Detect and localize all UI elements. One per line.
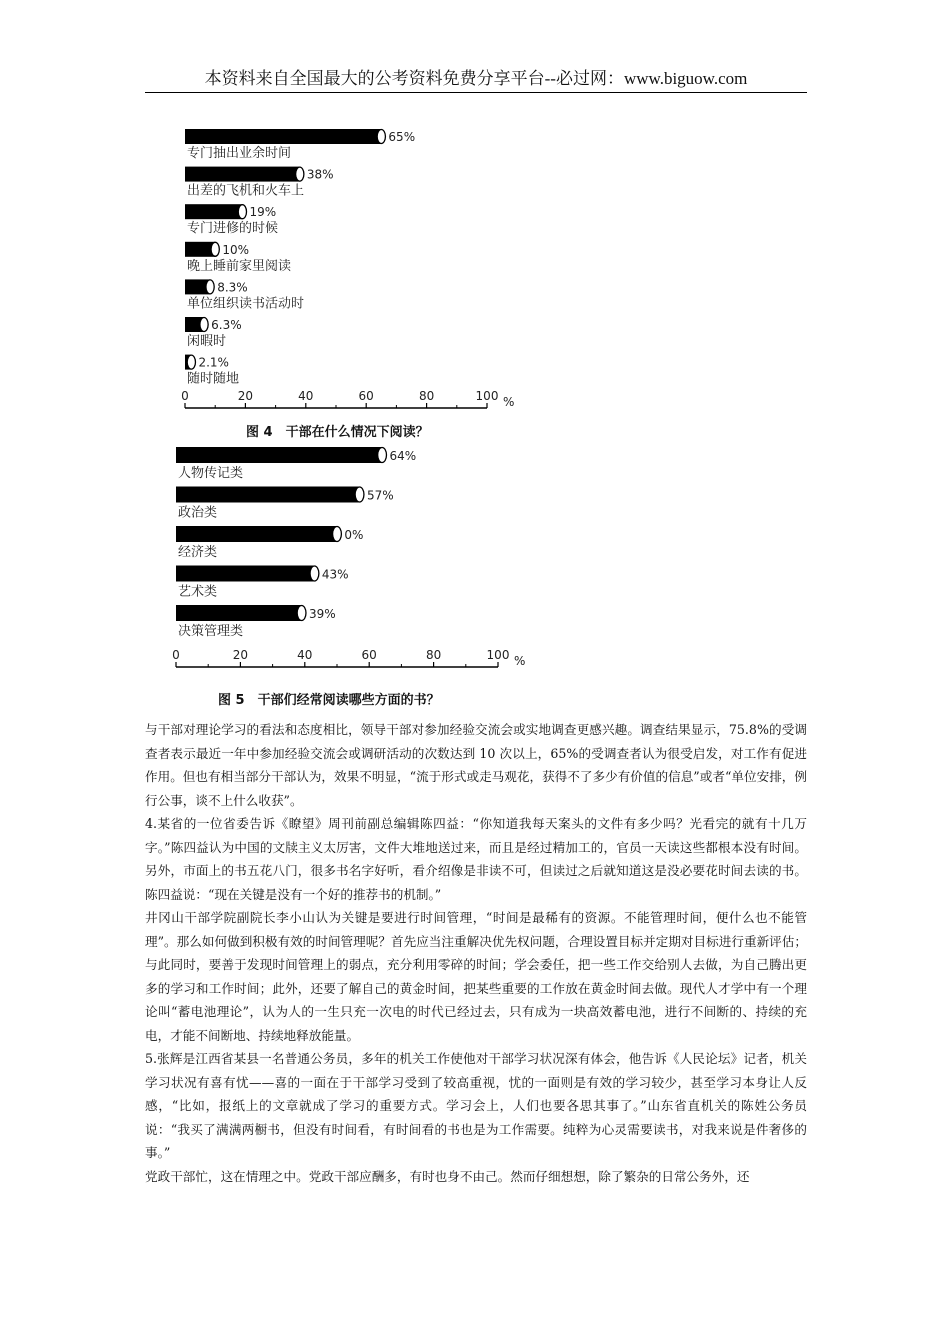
paragraph: 党政干部忙，这在情理之中。党政干部应酬多，有时也身不由己。然而仔细想想，除了繁杂的日常公务外，还 xyxy=(145,1168,750,1184)
bar xyxy=(185,129,381,144)
x-tick-label: 0 xyxy=(172,648,180,662)
value-label: 57% xyxy=(366,488,394,503)
category-label: 经济类 xyxy=(178,545,218,560)
value-label: 8.3% xyxy=(217,280,248,295)
x-tick-label: 60 xyxy=(361,648,377,662)
x-tick-label: 100 xyxy=(475,389,499,403)
value-label: 19% xyxy=(249,205,277,220)
x-tick-label: 60 xyxy=(358,389,374,403)
bar-cap xyxy=(206,280,214,294)
bar-cap xyxy=(200,318,208,332)
bar xyxy=(185,167,300,182)
category-label: 单位组织读书活动时 xyxy=(187,296,305,312)
value-label: 2.1% xyxy=(198,355,229,370)
bar-cap xyxy=(238,205,246,219)
bar xyxy=(176,566,314,582)
category-label: 随时随地 xyxy=(187,371,240,387)
bar xyxy=(185,204,242,219)
x-tick-label: 40 xyxy=(298,389,314,403)
paragraph: 5.张辉是江西省某县一名普通公务员，多年的机关工作使他对干部学习状况深有体会，他告诉《人民论坛》记者，机关学习状况有喜有忧——喜的一面在于干部学习受到了较高重视，忧的一面则是有效的学习较少，甚至学习本身让人反感，“比如，报纸上的文章就成了学习的重要方式。学习会上，人们也要各思其事了。”山东省直机关的陈姓公务员说：“我买了满满两橱书，但没有时间看，有时间看的书也是为工作需要。纯粹为心灵需要读书，对我来说是件奢侈的事。” xyxy=(145,1051,807,1160)
bar-cap xyxy=(333,527,342,542)
bar-cap xyxy=(187,355,195,369)
paragraph: 与干部对理论学习的看法和态度相比，领导干部对参加经验交流会或实地调查更感兴趣。调查结果显示，75.8%的受调查者表示最近一年中参加经验交流会或调研活动的次数达到 10 次以上，65%的受调查者认为很受启发，对工作有促进作用。但也有相当部分干部认为，效果不明显，“流于形式或走马观花，获得不了多少有价值的信息”或者“单位安排，例行公事，谈不上什么收获”。 xyxy=(145,722,807,808)
chart-title: 图 4 干部在什么情况下阅读？ xyxy=(246,425,429,440)
value-label: 38% xyxy=(306,167,334,182)
value-label: 0% xyxy=(344,528,364,542)
bar-cap xyxy=(211,242,219,256)
chart-title: 图 5 干部们经常阅读哪些方面的书？ xyxy=(218,693,440,708)
bar-cap xyxy=(296,167,304,181)
value-label: 65% xyxy=(388,130,416,144)
value-label: 39% xyxy=(308,607,336,621)
bar xyxy=(176,487,360,503)
category-label: 闲暇时 xyxy=(187,334,227,349)
paragraph: 井冈山干部学院副院长李小山认为关键是要进行时间管理，“时间是最稀有的资源。不能管理时间，便什么也不能管理”。那么如何做到积极有效的时间管理呢？首先应当注重解决优先权问题，合理设置目标并定期对目标进行重新评估；与此同时，要善于发现时间管理上的弱点，充分利用零碎的时间；学会委任，把一些工作交给别人去做，为自己腾出更多的学习和工作时间；此外，还要了解自己的黄金时间，把某些重要的工作放在黄金时间去做。现代人才学中有一个理论叫“蓄电池理论”，认为人的一生只充一次电的时代已经过去，只有成为一块高效蓄电池，进行不间断的、持续的充电，才能不间断地、持续地释放能量。 xyxy=(145,910,807,1043)
bar xyxy=(176,605,302,621)
x-tick-label: 100 xyxy=(486,648,510,662)
category-label: 专门抽出业余时间 xyxy=(187,146,292,161)
article-body xyxy=(145,718,807,1188)
category-label: 专门进修的时候 xyxy=(187,221,279,237)
x-tick-label: 80 xyxy=(425,648,442,662)
value-label: 10% xyxy=(222,242,249,257)
paragraph: 4.某省的一位省委告诉《瞭望》周刊前副总编辑陈四益：“你知道我每天案头的文件有多少吗？光看完的就有十几万字。”陈四益认为中国的文牍主义太厉害，文件大堆地送过来，而且是经过精加工的，官员一天读这些都根本没有时间。另外，市面上的书五花八门，很多书名字好听，看介绍像是非读不可，但读过之后就知道这是没必要花时间去读的书。陈四益说：“现在关键是没有一个好的推荐书的机制。” xyxy=(145,816,807,902)
value-label: 64% xyxy=(389,449,417,463)
x-tick-label: 20 xyxy=(237,389,254,403)
x-tick-label: 80 xyxy=(418,389,435,403)
category-label: 出差的飞机和火车上 xyxy=(187,183,305,199)
bar-cap xyxy=(378,448,387,463)
bar xyxy=(176,526,337,542)
bar-cap xyxy=(355,487,364,502)
bar-cap xyxy=(297,606,306,621)
bar-cap xyxy=(310,566,319,581)
x-unit-label: % xyxy=(503,395,515,409)
category-label: 晚上睡前家里阅读 xyxy=(187,258,292,274)
x-unit-label: % xyxy=(514,654,526,668)
category-label: 政治类 xyxy=(178,505,218,521)
category-label: 艺术类 xyxy=(178,584,218,600)
category-label: 决策管理类 xyxy=(178,624,244,639)
x-tick-label: 20 xyxy=(232,648,249,662)
book-types-chart xyxy=(0,440,950,710)
bar xyxy=(176,447,382,463)
value-label: 43% xyxy=(321,567,349,582)
category-label: 人物传记类 xyxy=(178,466,244,481)
x-tick-label: 40 xyxy=(297,648,313,662)
x-tick-label: 0 xyxy=(181,389,189,403)
bar-cap xyxy=(377,130,385,144)
reading-situations-chart xyxy=(0,118,950,448)
page-header: 本资料来自全国最大的公考资料免费分享平台--必过网：www.biguow.com xyxy=(145,66,807,93)
value-label: 6.3% xyxy=(211,318,242,332)
